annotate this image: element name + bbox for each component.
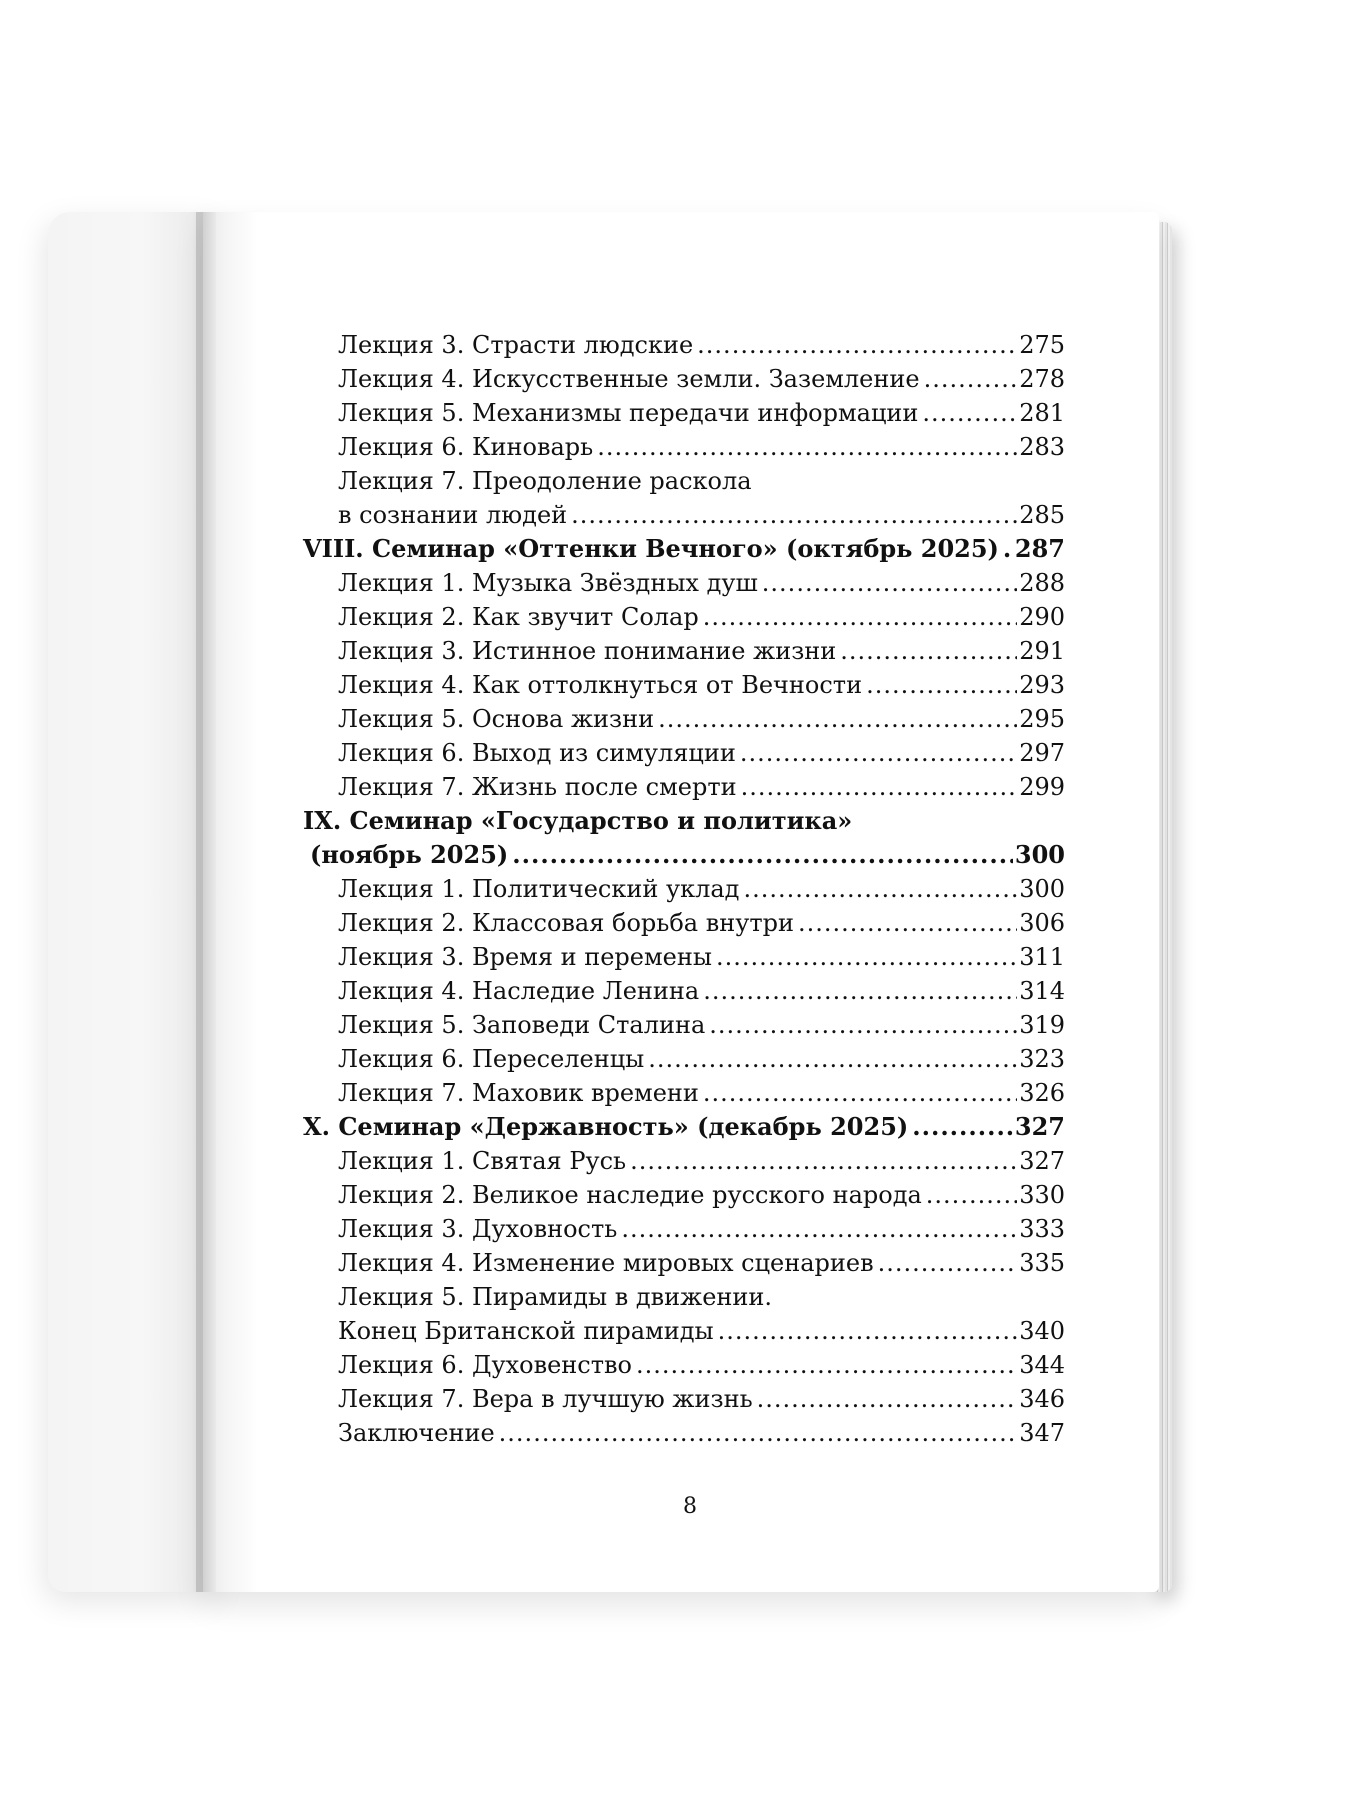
toc-entry-row: [303, 1008, 1065, 1042]
toc-entry-page: 290: [1019, 603, 1065, 631]
toc-entry-page: 295: [1019, 705, 1065, 733]
toc-entry-title: Лекция 3. Духовность: [338, 1215, 618, 1243]
toc-entry-title: Лекция 2. Великое наследие русского народа: [338, 1181, 922, 1209]
dot-leader: [922, 396, 1017, 430]
toc-entry-title: Лекция 4. Изменение мировых сценариев: [338, 1249, 874, 1277]
toc-entry-title: Лекция 3. Страсти людские: [338, 331, 694, 359]
toc-entry-title: Лекция 1. Политический уклад: [338, 875, 740, 903]
toc-entry-title: Лекция 7. Жизнь после смерти: [338, 773, 737, 801]
toc-entry-page: 285: [1019, 501, 1065, 529]
toc-entry-title: Лекция 4. Как оттолкнуться от Вечности: [338, 671, 863, 699]
toc-entry-title: Лекция 7. Маховик времени: [338, 1079, 699, 1107]
toc-entry-page: 323: [1019, 1045, 1065, 1073]
toc-entry-title: Лекция 5. Основа жизни: [338, 705, 655, 733]
toc-entry-title: Лекция 6. Киноварь: [338, 433, 594, 461]
toc-entry-page: 283: [1019, 433, 1065, 461]
toc-section-row: [303, 532, 1065, 566]
dot-leader: [1003, 532, 1013, 566]
toc-entry-row: [303, 634, 1065, 668]
dot-leader: [840, 634, 1017, 668]
dot-leader: [636, 1348, 1017, 1382]
toc-entry-page: 330: [1019, 1181, 1065, 1209]
toc-entry-page: 288: [1019, 569, 1065, 597]
toc-entry-page: 327: [1014, 1112, 1065, 1141]
toc-entry-row: [303, 872, 1065, 906]
toc-entry-row: [303, 1314, 1065, 1348]
toc-entry-page: 311: [1019, 943, 1065, 971]
toc-entry-title: X. Семинар «Державность» (декабрь 2025): [303, 1112, 909, 1141]
toc-entry-title: Лекция 7. Преодоление раскола: [338, 467, 752, 495]
toc-entry-title: в сознании людей: [338, 501, 568, 529]
toc-entry-page: 327: [1019, 1147, 1065, 1175]
toc-entry-row: [303, 940, 1065, 974]
toc-entry-row: [303, 770, 1065, 804]
dot-leader: [621, 1212, 1017, 1246]
toc-entry-row: [303, 430, 1065, 464]
toc-entry-page: 300: [1019, 875, 1065, 903]
toc-entry-title: Лекция 7. Вера в лучшую жизнь: [338, 1385, 753, 1413]
toc-entry-row: [303, 1212, 1065, 1246]
toc-entry-title: Лекция 1. Музыка Звёздных душ: [338, 569, 758, 597]
toc-entry-title: Лекция 6. Духовенство: [338, 1351, 632, 1379]
toc-entry-page: 275: [1019, 331, 1065, 359]
toc-section-row: [303, 838, 1065, 872]
toc-entry-page: 297: [1019, 739, 1065, 767]
toc-entry-title: Лекция 1. Святая Русь: [338, 1147, 627, 1175]
dot-leader: [697, 328, 1017, 362]
toc-entry-page: 340: [1019, 1317, 1065, 1345]
dot-leader: [512, 838, 1013, 872]
toc-entry-title: Лекция 2. Как звучит Солар: [338, 603, 699, 631]
toc-entry-row: [303, 702, 1065, 736]
toc-entry-page: 299: [1019, 773, 1065, 801]
toc-entry-page: 291: [1019, 637, 1065, 665]
toc-entry-title: IX. Семинар «Государство и политика»: [303, 806, 853, 835]
toc-section-row: [303, 1110, 1065, 1144]
toc-entry-row: [303, 1144, 1065, 1178]
dot-leader: [762, 566, 1017, 600]
toc-entry-page: 326: [1019, 1079, 1065, 1107]
left-page: [48, 212, 220, 1592]
toc-entry-title: Лекция 6. Выход из симуляции: [338, 739, 736, 767]
toc-entry-page: 319: [1019, 1011, 1065, 1039]
dot-leader: [597, 430, 1017, 464]
toc-entry-row: [303, 906, 1065, 940]
dot-leader: [757, 1382, 1018, 1416]
dot-leader: [703, 974, 1017, 1008]
dot-leader: [571, 498, 1017, 532]
dot-leader: [703, 1076, 1017, 1110]
toc-entry-row: [303, 396, 1065, 430]
dot-leader: [658, 702, 1017, 736]
dot-leader: [648, 1042, 1017, 1076]
dot-leader: [878, 1246, 1018, 1280]
toc-entry-row: [303, 668, 1065, 702]
toc-entry-row: [303, 362, 1065, 396]
toc-entry-row: [303, 1178, 1065, 1212]
toc-entry-title: Лекция 5. Заповеди Сталина: [338, 1011, 706, 1039]
toc-entry-page: 333: [1019, 1215, 1065, 1243]
toc-entry-title: Лекция 3. Время и перемены: [338, 943, 712, 971]
dot-leader: [924, 362, 1018, 396]
dot-leader: [741, 770, 1018, 804]
toc-entry-page: 293: [1019, 671, 1065, 699]
toc-entry-title: Заключение: [338, 1419, 495, 1447]
toc-entry-title: Лекция 2. Классовая борьба внутри: [338, 909, 794, 937]
toc-entry-title: Лекция 5. Пирамиды в движении.: [338, 1283, 773, 1311]
toc-entry-title: Лекция 5. Механизмы передачи информации: [338, 399, 919, 427]
toc-entry-title: Лекция 3. Истинное понимание жизни: [338, 637, 837, 665]
toc-entry-title: VIII. Семинар «Оттенки Вечного» (октябрь 2025): [303, 534, 999, 563]
toc-entry-row: [303, 600, 1065, 634]
toc-entry-row: [303, 1246, 1065, 1280]
page-number: 8: [683, 1494, 697, 1519]
dot-leader: [718, 1314, 1018, 1348]
dot-leader: [912, 1110, 1013, 1144]
toc-entry-row: [303, 974, 1065, 1008]
dot-leader: [709, 1008, 1017, 1042]
toc-entry-page: 278: [1019, 365, 1065, 393]
toc-entry-row: [303, 1042, 1065, 1076]
toc-entry-title: Лекция 4. Наследие Ленина: [338, 977, 700, 1005]
toc-entry-page: 344: [1019, 1351, 1065, 1379]
toc-entry-page: 335: [1019, 1249, 1065, 1277]
toc-entry-row: [303, 566, 1065, 600]
dot-leader: [716, 940, 1017, 974]
dot-leader: [866, 668, 1017, 702]
toc-entry-row: [303, 1416, 1065, 1450]
toc-entry-row: [303, 1076, 1065, 1110]
toc-entry-page: 300: [1014, 840, 1065, 869]
toc-entry-page: 314: [1019, 977, 1065, 1005]
dot-leader: [926, 1178, 1017, 1212]
dot-leader: [740, 736, 1017, 770]
toc-entry-title: Лекция 4. Искусственные земли. Заземление: [338, 365, 920, 393]
book-spine-shadow: [196, 212, 216, 1592]
dot-leader: [630, 1144, 1017, 1178]
dot-leader: [703, 600, 1017, 634]
toc-entry-title: Конец Британской пирамиды: [338, 1317, 714, 1345]
toc-entry-row: [303, 464, 1065, 498]
toc-entry-row: [303, 736, 1065, 770]
toc-entry-page: 346: [1019, 1385, 1065, 1413]
toc-entry-row: [303, 498, 1065, 532]
toc-entry-page: 306: [1019, 909, 1065, 937]
dot-leader: [743, 872, 1017, 906]
toc-entry-row: [303, 328, 1065, 362]
table-of-contents: [303, 328, 1065, 1450]
toc-entry-row: [303, 1348, 1065, 1382]
toc-entry-title: Лекция 6. Переселенцы: [338, 1045, 645, 1073]
dot-leader: [499, 1416, 1018, 1450]
dot-leader: [798, 906, 1017, 940]
toc-entry-page: 347: [1019, 1419, 1065, 1447]
toc-entry-row: [303, 1382, 1065, 1416]
toc-entry-title: (ноябрь 2025): [310, 840, 509, 869]
toc-entry-page: 281: [1019, 399, 1065, 427]
toc-entry-row: [303, 1280, 1065, 1314]
toc-section-row: [303, 804, 1065, 838]
toc-entry-page: 287: [1014, 534, 1065, 563]
